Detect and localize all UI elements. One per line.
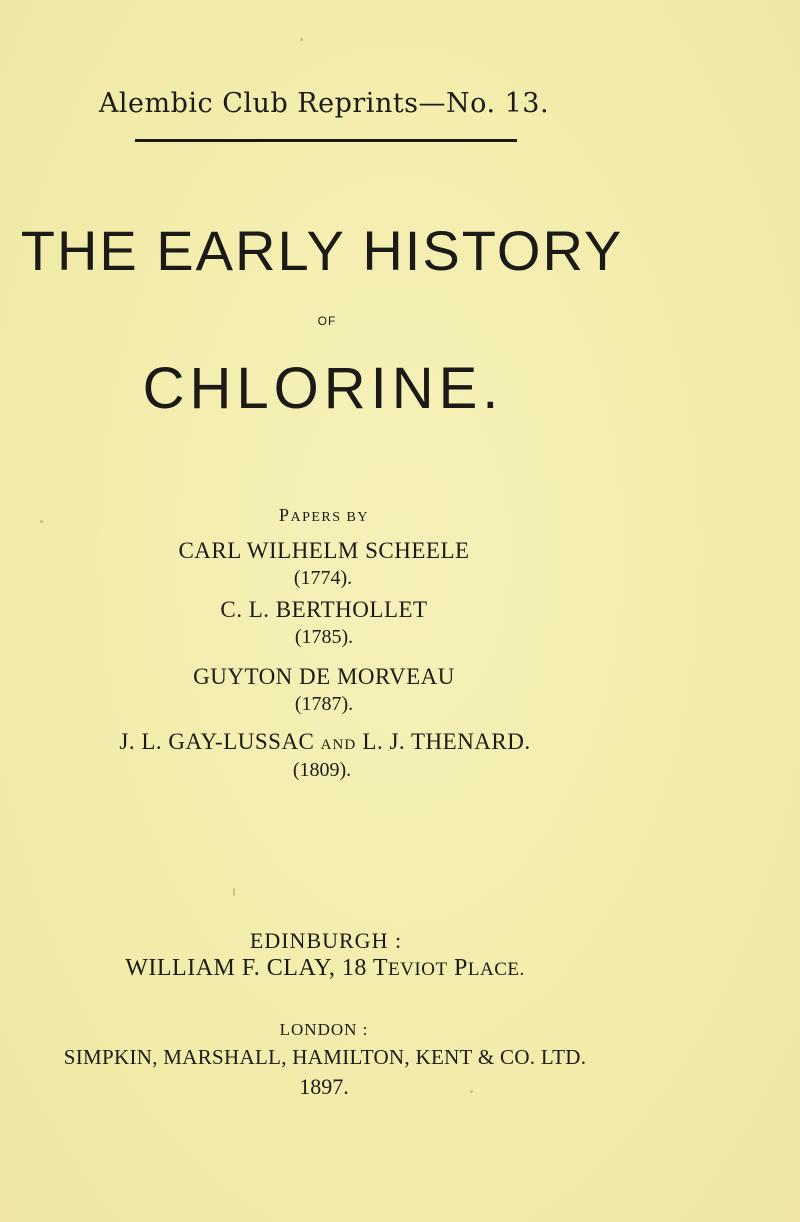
publisher-clay-sc2: LACE. [467, 959, 525, 980]
author-berthollet-year: (1785). [294, 626, 354, 648]
author-gay-lussac-thenard-year: (1809). [292, 759, 352, 781]
papers-by-heading [0, 505, 724, 526]
imprint-city-london: LONDON : [279, 1020, 369, 1039]
paper-speck [233, 888, 235, 896]
author-scheele-year: (1774). [293, 567, 353, 589]
author-scheele: CARL WILHELM SCHEELE [178, 538, 470, 563]
paper-speck [470, 1090, 473, 1093]
imprint-city-edinburgh: EDINBURGH : [249, 928, 403, 953]
author-and: AND [320, 737, 357, 753]
imprint-publisher-clay [0, 955, 725, 982]
series-underline [135, 139, 517, 142]
author-gay-lussac-thenard [0, 729, 725, 755]
imprint-publisher-simpkin: SIMPKIN, MARSHALL, HAMILTON, KENT & CO. LTD. [63, 1045, 587, 1069]
author-gay-lussac: J. L. GAY-LUSSAC [119, 729, 321, 754]
title-of: OF [317, 314, 337, 328]
author-berthollet: C. L. BERTHOLLET [220, 597, 428, 622]
author-thenard: L. J. THENARD. [356, 729, 531, 754]
paper-speck [300, 38, 303, 41]
series-heading [0, 88, 724, 119]
papers-by-rest: APERS BY [290, 510, 370, 525]
imprint-year: 1897. [299, 1074, 349, 1099]
author-guyton-year: (1787). [294, 693, 354, 715]
series-text: Alembic Club Reprints—No. 13. [98, 88, 550, 119]
paper-speck [40, 520, 43, 523]
title-line-1: THE EARLY HISTORY [20, 219, 624, 282]
publisher-clay-part2: P [447, 955, 468, 981]
publisher-clay-part1: WILLIAM F. CLAY, 18 T [125, 955, 389, 981]
title-line-2: CHLORINE. [142, 356, 504, 421]
publisher-clay-sc1: EVIOT [388, 959, 448, 980]
papers-by-initial: P [278, 505, 291, 525]
author-guyton: GUYTON DE MORVEAU [193, 664, 455, 689]
